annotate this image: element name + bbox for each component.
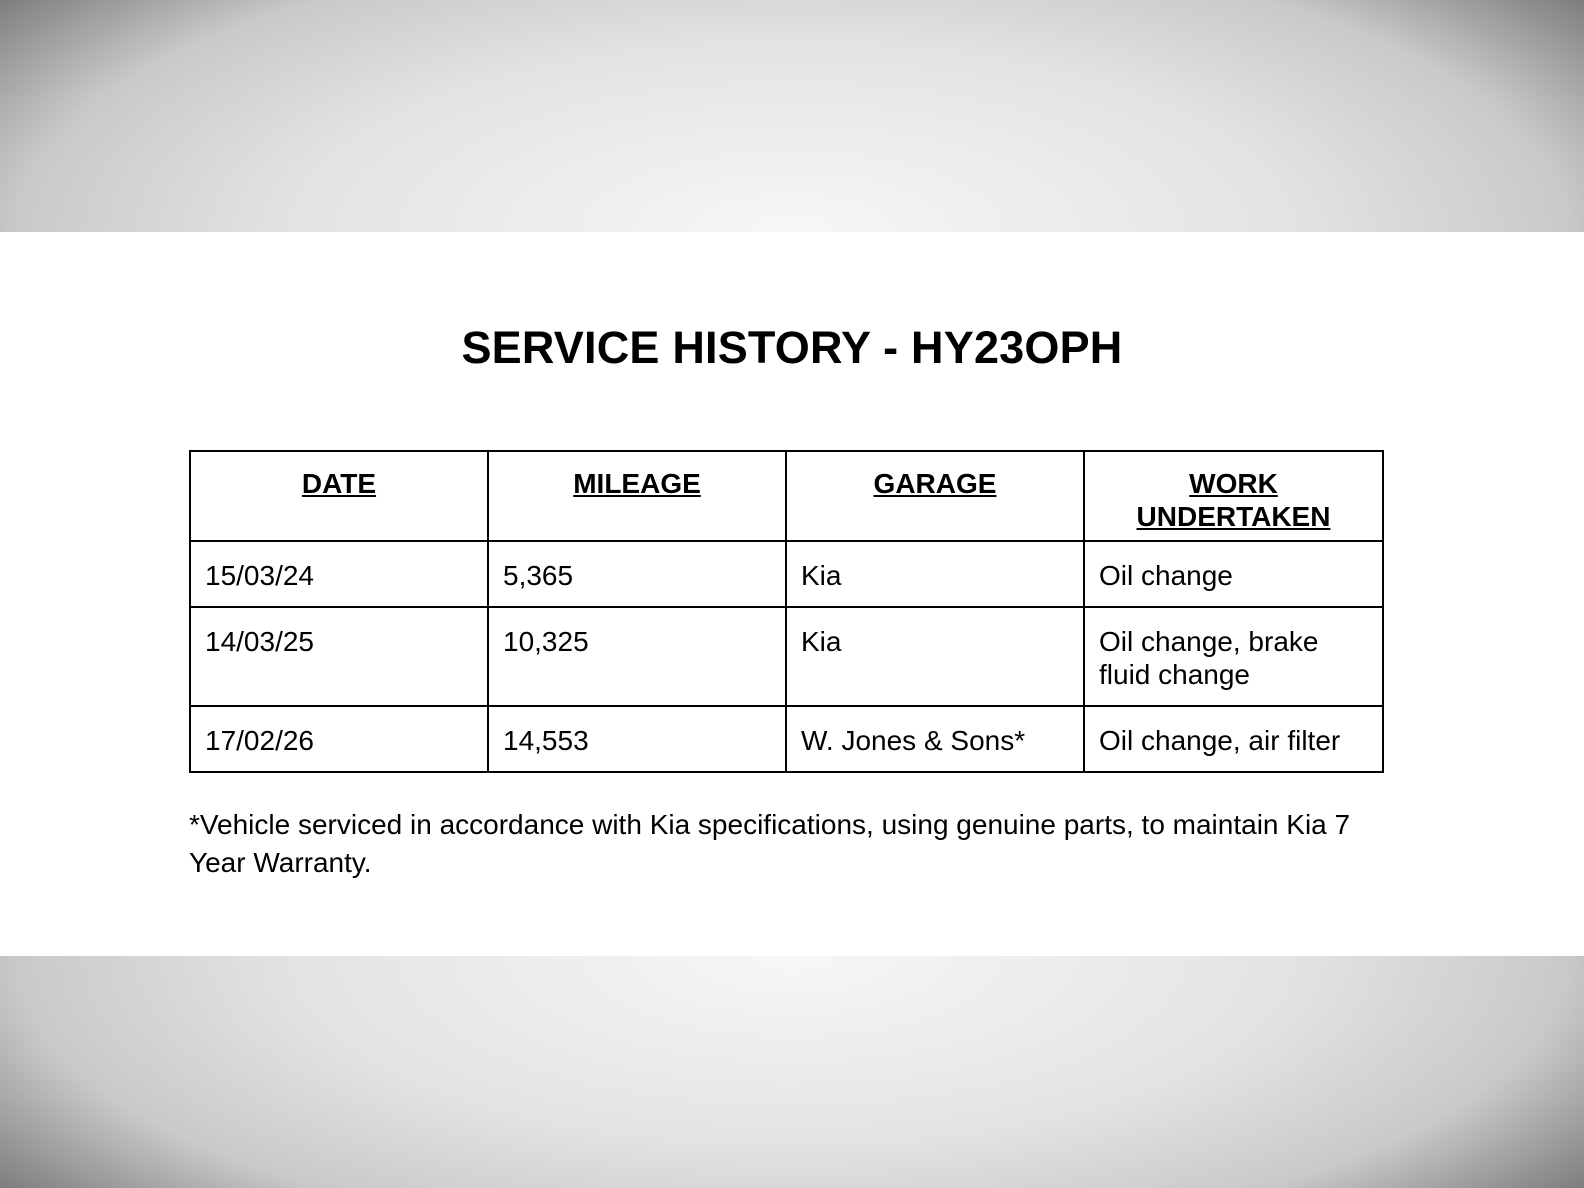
top-background-band [0, 0, 1584, 232]
cell-mileage: 10,325 [488, 607, 786, 706]
table-header-row [190, 451, 1383, 541]
header-garage: GARAGE [786, 451, 1084, 541]
header-date: DATE [190, 451, 488, 541]
bottom-background-band [0, 956, 1584, 1188]
table-row [190, 607, 1383, 706]
table-row [190, 541, 1383, 607]
document-title: SERVICE HISTORY - HY23OPH [461, 322, 1123, 373]
cell-work: Oil change [1084, 541, 1383, 607]
table-row [190, 706, 1383, 772]
cell-date: 17/02/26 [190, 706, 488, 772]
cell-mileage: 5,365 [488, 541, 786, 607]
header-mileage: MILEAGE [488, 451, 786, 541]
header-work-undertaken: WORK UNDERTAKEN [1084, 451, 1383, 541]
cell-garage: W. Jones & Sons* [786, 706, 1084, 772]
cell-garage: Kia [786, 541, 1084, 607]
service-history-table [189, 450, 1384, 773]
warranty-footnote: *Vehicle serviced in accordance with Kia specifications, using genuine parts, to maintain Kia 7 Year Warranty. [189, 809, 1351, 878]
cell-mileage: 14,553 [488, 706, 786, 772]
cell-garage: Kia [786, 607, 1084, 706]
cell-work: Oil change, brake fluid change [1084, 607, 1383, 706]
cell-work: Oil change, air filter [1084, 706, 1383, 772]
document-page [0, 232, 1584, 956]
cell-date: 14/03/25 [190, 607, 488, 706]
cell-date: 15/03/24 [190, 541, 488, 607]
